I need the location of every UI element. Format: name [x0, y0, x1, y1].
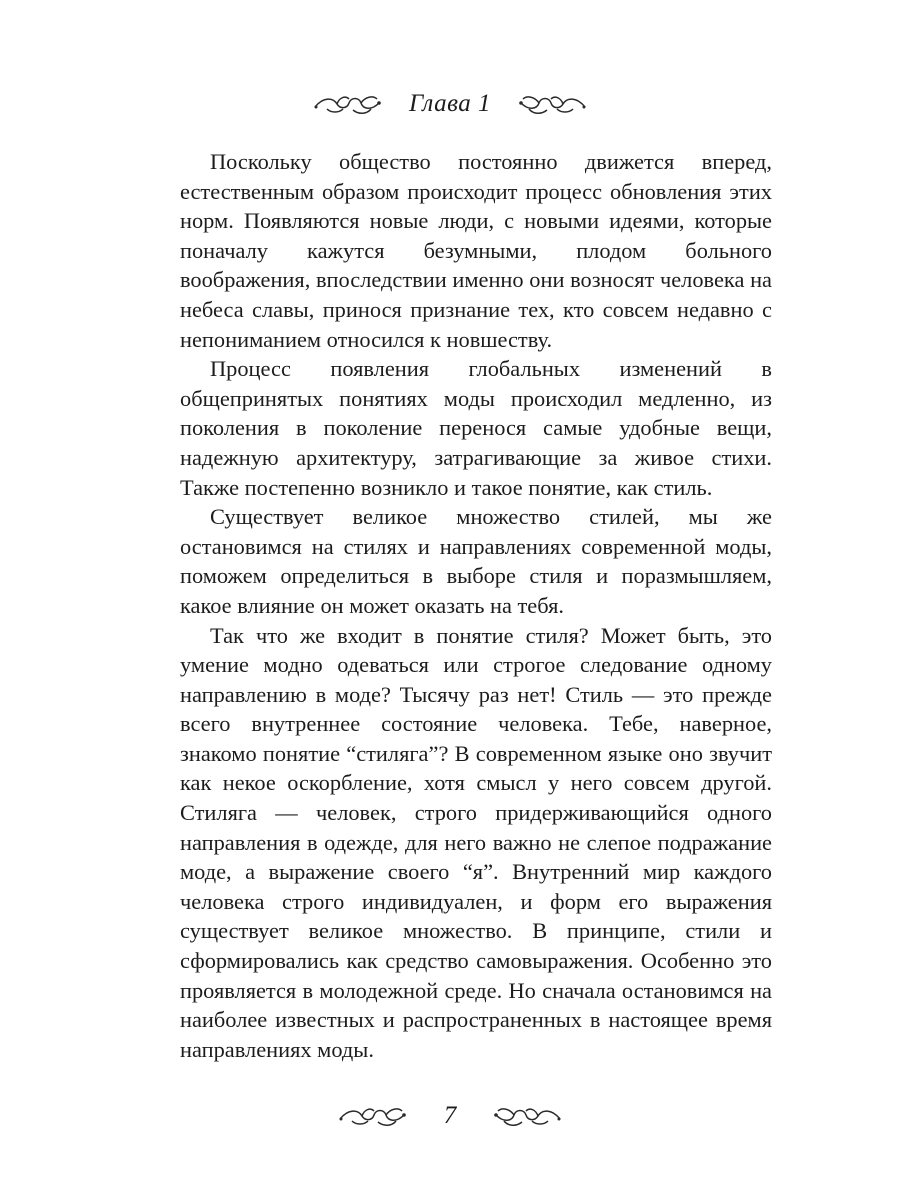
right-ornament-icon	[517, 91, 587, 117]
paragraph: Поскольку общество постоянно движется вперед, естественным образом происходит процесс обновления этих норм. Появляются новые люди, с новыми идеями, которые поначалу кажутся безумными, плодом больного воображения, впоследствии именно они возносят человека на небеса славы, принося признание тех, кто совсем недавно с непониманием относился к новшеству.	[180, 149, 772, 352]
left-ornament-icon	[313, 91, 383, 117]
paragraph: Процесс появления глобальных изменений в общепринятых понятиях моды происходил медленно, из поколения в поколение перенося самые удобные вещи, надежную архитектуру, затрагивающие за живое стихи. Также постепенно возникло и такое понятие, как стиль.	[180, 356, 772, 500]
running-footer	[0, 1096, 900, 1136]
chapter-title: Глава 1	[408, 90, 492, 117]
paragraph: Существует великое множество стилей, мы же остановимся на стилях и направлениях современной моды, поможем определиться в выборе стиля и поразмышляем, какое влияние он может оказать на тебя.	[180, 504, 772, 618]
page-number: 7	[443, 1102, 457, 1129]
right-footer-ornament-icon	[492, 1103, 562, 1129]
left-footer-ornament-icon	[338, 1103, 408, 1129]
body-text	[180, 147, 772, 1064]
paragraph: Так что же входит в понятие стиля? Может быть, это умение модно одеваться или строгое следование одному направлению в моде? Тысячу раз нет! Стиль — это прежде всего внутреннее состояние человека. Тебе, наверное, знакомо понятие “стиляга”? В современном языке оно звучит как некое оскорбление, хотя смысл у него совсем другой. Стиляга — человек, строго придерживающийся одного направления в одежде, для него важно не слепое подражание моде, а выражение своего “я”. Внутренний мир каждого человека строго индивидуален, и форм его выражения существует великое множество. В принципе, стили и сформировались как средство самовыражения. Особенно это проявляется в молодежной среде. Но сначала остановимся на наиболее известных и распространенных в настоящее время направлениях моды.	[180, 622, 772, 1062]
running-header	[0, 84, 900, 124]
